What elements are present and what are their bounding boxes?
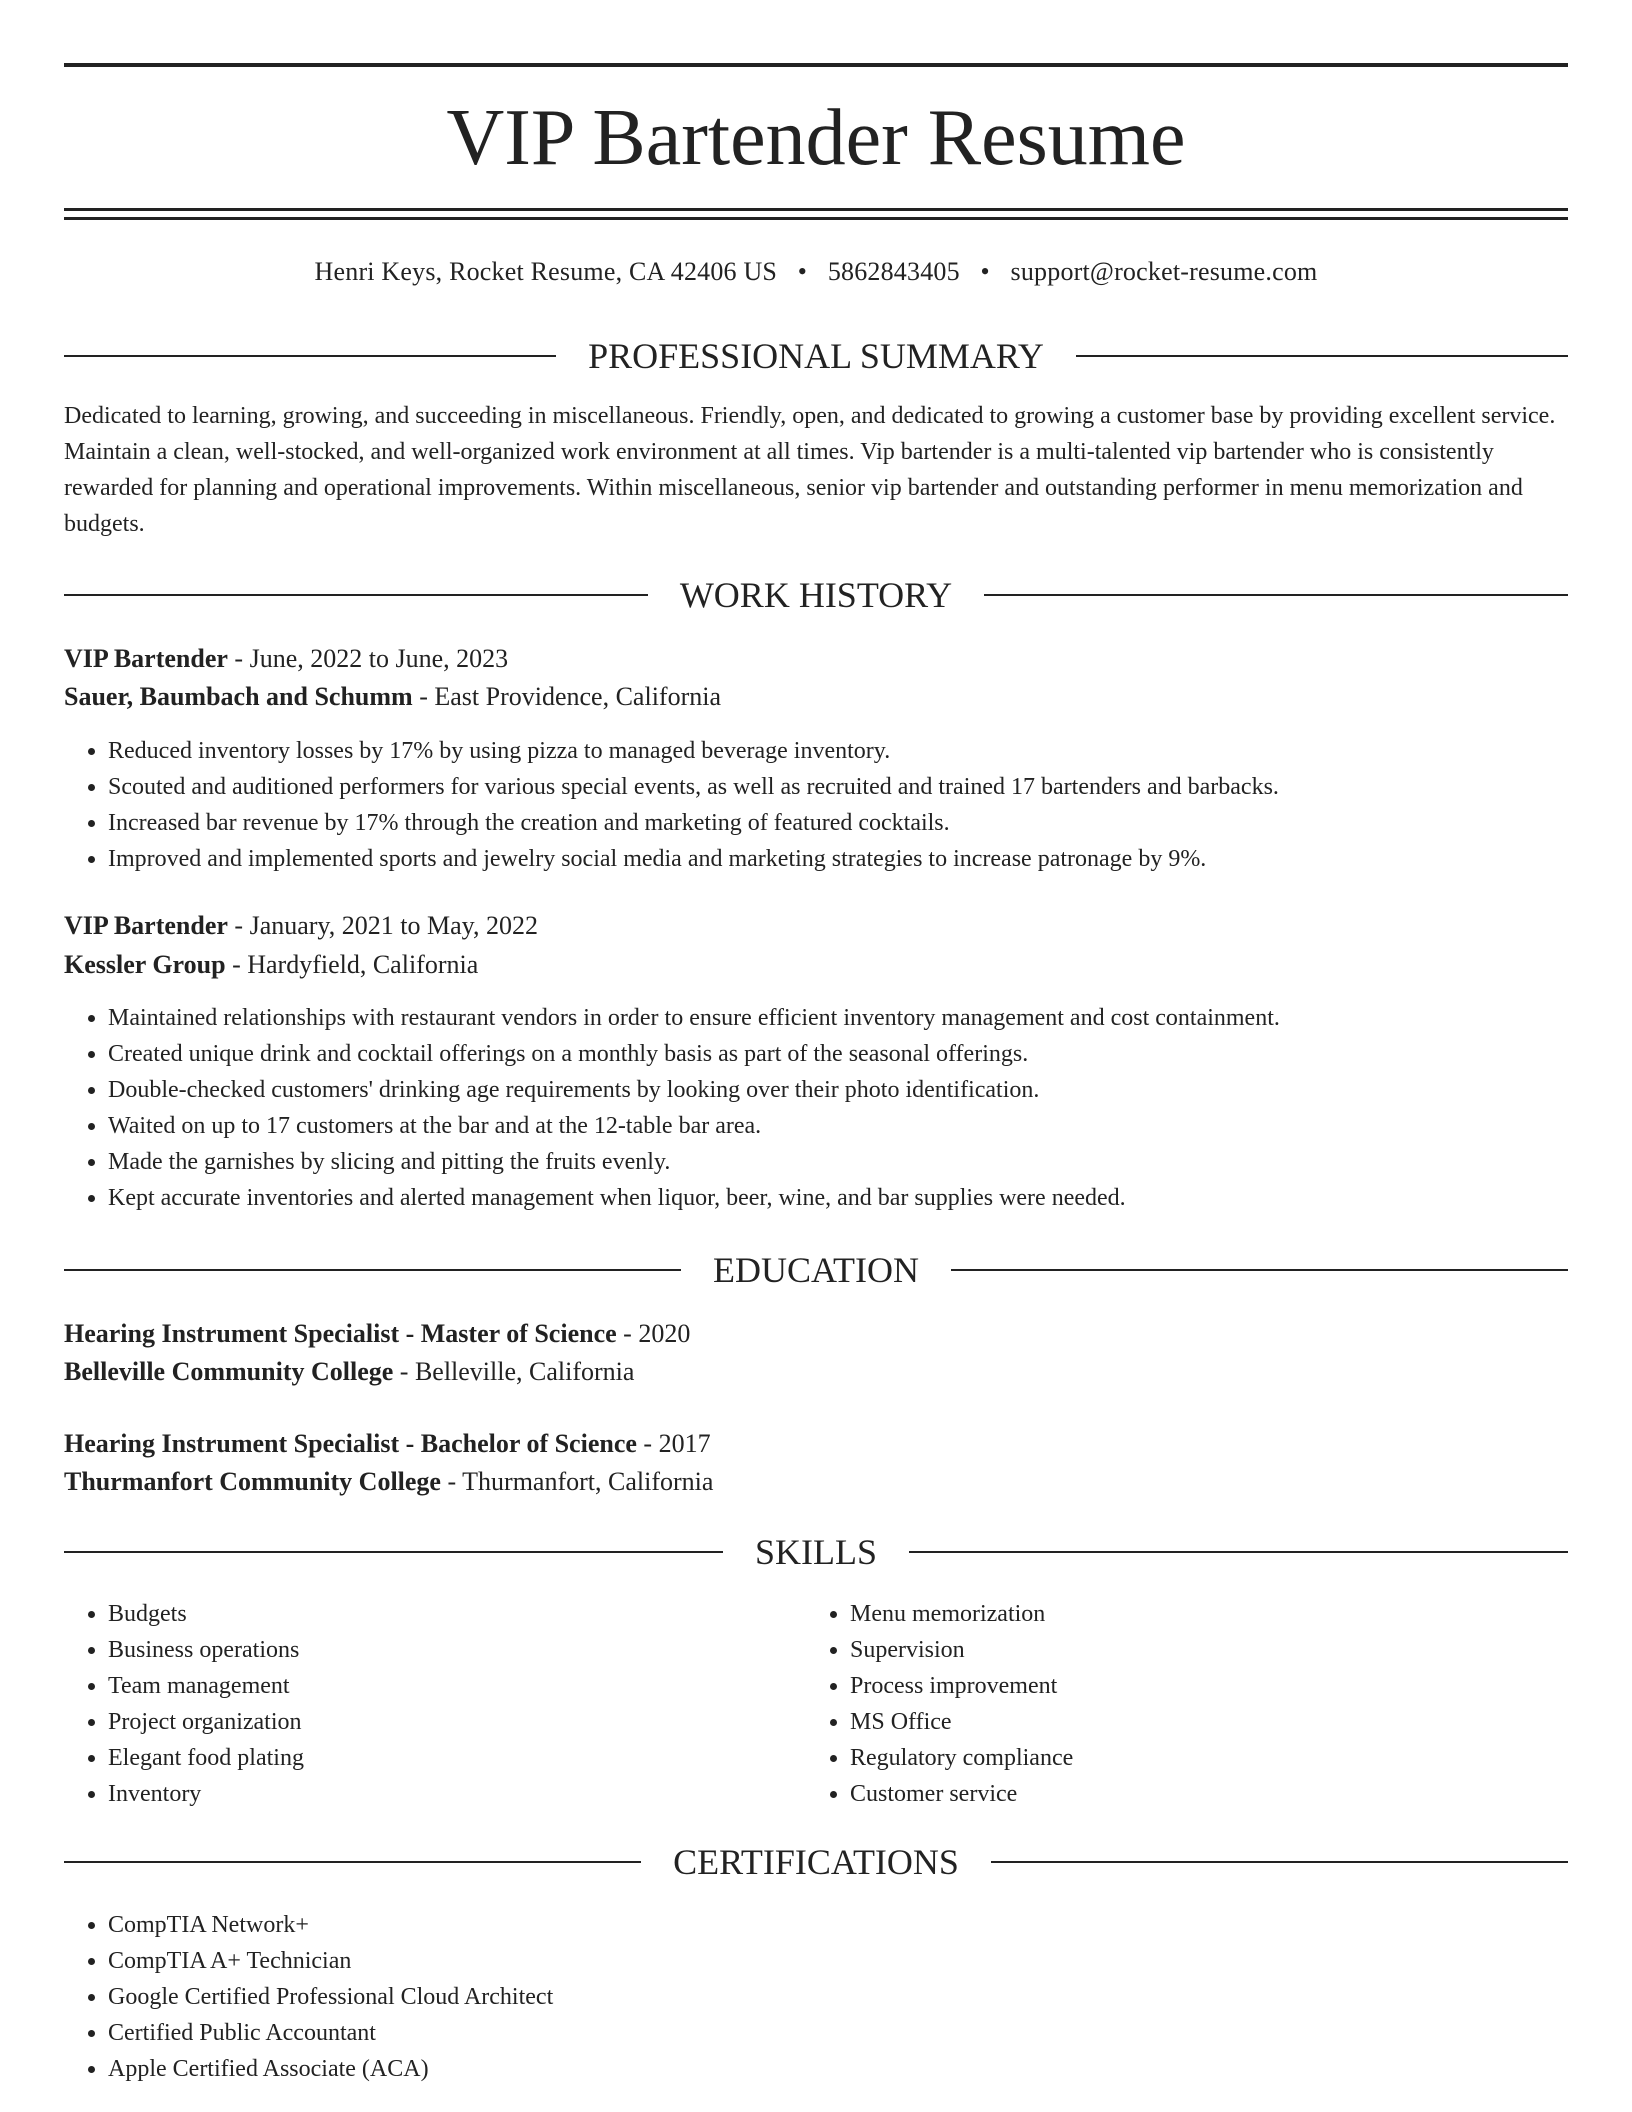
skills-list-left <box>64 1596 788 1812</box>
education-school: Belleville Community College <box>64 1357 394 1386</box>
job-title-line <box>64 640 1568 678</box>
section-title: EDUCATION <box>713 1250 919 1290</box>
education-degree-line <box>64 1425 1568 1463</box>
education-school-line <box>64 1463 1568 1501</box>
list-item: • Process improvement <box>850 1668 1550 1704</box>
contact-line <box>64 254 1568 290</box>
section-title: WORK HISTORY <box>679 575 953 615</box>
section-heading-work <box>64 573 1568 617</box>
job-dates: - January, 2021 to May, 2022 <box>227 911 538 940</box>
list-item: • Project organization <box>108 1704 788 1740</box>
list-item: • CompTIA A+ Technician <box>108 1943 1568 1979</box>
job-dates: - June, 2022 to June, 2023 <box>227 644 509 673</box>
contact-separator: • <box>980 257 990 286</box>
certifications-list <box>64 1907 1568 2087</box>
heading-rule <box>64 594 648 596</box>
list-item: • MS Office <box>850 1704 1550 1740</box>
job-location: - East Providence, California <box>412 682 721 711</box>
skills-list-right <box>806 1596 1550 1812</box>
job-bullets <box>64 733 1568 877</box>
section-heading-skills <box>64 1530 1568 1574</box>
list-item: • Budgets <box>108 1596 788 1632</box>
list-item: • Customer service <box>850 1776 1550 1812</box>
contact-separator: • <box>797 257 808 286</box>
education-degree: Hearing Instrument Specialist - Bachelor of Science <box>64 1429 637 1458</box>
list-item: • Reduced inventory losses by 17% by using pizza to managed beverage inventory. <box>108 733 1568 769</box>
list-item: • Team management <box>108 1668 788 1704</box>
job-company-line <box>64 678 1568 716</box>
education-year: - 2020 <box>616 1319 691 1348</box>
heading-rule <box>64 1861 641 1863</box>
job-company: Sauer, Baumbach and Schumm <box>64 682 413 711</box>
job-bullets <box>64 1000 1568 1216</box>
list-item: • Improved and implemented sports and jewelry social media and marketing strategies to increase patronage by 9%. <box>108 841 1568 877</box>
list-item: • Business operations <box>108 1632 788 1668</box>
list-item: • Scouted and auditioned performers for various special events, as well as recruited and trained 17 bartenders and barbacks. <box>108 769 1568 805</box>
section-title: SKILLS <box>755 1532 878 1572</box>
job-company: Kessler Group <box>64 950 226 979</box>
heading-rule <box>984 594 1568 596</box>
heading-rule <box>64 1551 723 1553</box>
contact-address: Henri Keys, Rocket Resume, CA 42406 US <box>314 257 778 286</box>
education-location: - Thurmanfort, California <box>440 1467 714 1496</box>
heading-rule <box>64 1269 681 1271</box>
section-title: CERTIFICATIONS <box>673 1842 959 1882</box>
list-item: • Created unique drink and cocktail offerings on a monthly basis as part of the seasonal offerings. <box>108 1036 1568 1072</box>
education-school: Thurmanfort Community College <box>64 1467 441 1496</box>
list-item: • Supervision <box>850 1632 1550 1668</box>
heading-rule <box>909 1551 1568 1553</box>
list-item: • Waited on up to 17 customers at the bar and at the 12-table bar area. <box>108 1108 1568 1144</box>
section-title: PROFESSIONAL SUMMARY <box>588 336 1044 376</box>
education-school-line <box>64 1353 1568 1391</box>
list-item: • Apple Certified Associate (ACA) <box>108 2051 1568 2087</box>
job-title: VIP Bartender <box>64 644 228 673</box>
education-degree: Hearing Instrument Specialist - Master of Science <box>64 1319 617 1348</box>
heading-rule <box>951 1269 1568 1271</box>
list-item: • Inventory <box>108 1776 788 1812</box>
list-item: • Google Certified Professional Cloud Architect <box>108 1979 1568 2015</box>
list-item: • Kept accurate inventories and alerted management when liquor, beer, wine, and bar supplies were needed. <box>108 1180 1568 1216</box>
job-title-line <box>64 907 1568 945</box>
job-title: VIP Bartender <box>64 911 228 940</box>
list-item: • Elegant food plating <box>108 1740 788 1776</box>
list-item: • Made the garnishes by slicing and pitting the fruits evenly. <box>108 1144 1568 1180</box>
heading-rule <box>1076 355 1568 357</box>
list-item: • Double-checked customers' drinking age requirements by looking over their photo identification. <box>108 1072 1568 1108</box>
summary-text: Dedicated to learning, growing, and succeeding in miscellaneous. Friendly, open, and dedicated to growing a customer base by providing excellent service. Maintain a clean, well-stocked, and well-organized work environment at all times. Vip bartender is a multi-talented vip bartender who is consistently rewarded for planning and operational improvements. Within miscellaneous, senior vip bartender and outstanding performer in menu memorization and budgets. <box>64 403 1556 537</box>
list-item: • CompTIA Network+ <box>108 1907 1568 1943</box>
title-double-rule <box>64 208 1568 220</box>
education-location: - Belleville, California <box>393 1357 635 1386</box>
section-heading-summary <box>64 334 1568 378</box>
contact-email: support@rocket-resume.com <box>1010 257 1318 286</box>
resume-title: VIP Bartender Resume <box>446 94 1186 182</box>
list-item: • Certified Public Accountant <box>108 2015 1568 2051</box>
section-heading-certifications <box>64 1840 1568 1884</box>
education-year: - 2017 <box>636 1429 711 1458</box>
list-item: • Maintained relationships with restaurant vendors in order to ensure efficient inventory management and cost containment. <box>108 1000 1568 1036</box>
job-location: - Hardyfield, California <box>225 950 479 979</box>
contact-phone: 5862843405 <box>827 257 960 286</box>
section-heading-education <box>64 1248 1568 1292</box>
education-degree-line <box>64 1315 1568 1353</box>
heading-rule <box>991 1861 1568 1863</box>
top-rule <box>64 63 1568 67</box>
heading-rule <box>64 355 556 357</box>
list-item: • Increased bar revenue by 17% through the creation and marketing of featured cocktails. <box>108 805 1568 841</box>
list-item: • Menu memorization <box>850 1596 1550 1632</box>
list-item: • Regulatory compliance <box>850 1740 1550 1776</box>
job-company-line <box>64 946 1568 984</box>
